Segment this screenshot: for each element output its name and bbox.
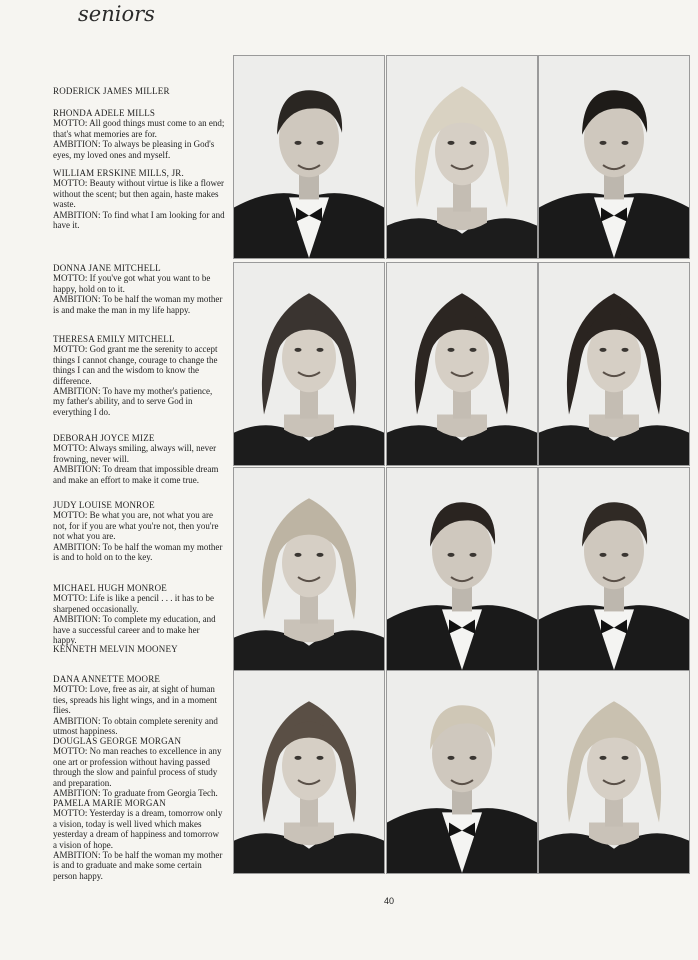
senior-motto: MOTTO: God grant me the serenity to accept things I cannot change, courage to change the things I can and the wisdom to know the difference.: [53, 344, 218, 386]
senior-motto: MOTTO: Love, free as air, at sight of human ties, spreads his light wings, and in a moment flies.: [53, 684, 217, 716]
senior-name: DONNA JANE MITCHELL: [53, 263, 161, 273]
senior-portrait-photo: [233, 262, 385, 466]
senior-ambition: AMBITION: To find what I am looking for and have it.: [53, 209, 225, 231]
senior-portrait-photo: [538, 55, 690, 259]
senior-portrait-photo: [233, 55, 385, 259]
senior-motto: MOTTO: If you've got what you want to be happy, hold on to it.: [53, 273, 211, 294]
senior-ambition: AMBITION: To be half the woman my mother is and to graduate and make some certain person happy.: [53, 850, 223, 881]
senior-name: RODERICK JAMES MILLER: [53, 86, 170, 96]
senior-name: MICHAEL HUGH MONROE: [53, 583, 167, 593]
senior-entry: [53, 433, 225, 485]
senior-ambition: AMBITION: To complete my education, and have a successful career and to make her happy.: [53, 614, 216, 646]
senior-entry: [53, 86, 225, 96]
senior-motto: MOTTO: Be what you are, not what you are not, for if you are what you're not, then you're not what you are.: [53, 510, 219, 542]
senior-portrait-photo: [386, 467, 538, 671]
senior-entry: [53, 583, 225, 645]
senior-portrait-photo: [386, 670, 538, 874]
senior-name: DOUGLAS GEORGE MORGAN: [53, 736, 182, 746]
senior-entry: [53, 736, 225, 798]
senior-name: RHONDA ADELE MILLS: [53, 108, 156, 118]
senior-portrait-photo: [538, 467, 690, 671]
senior-portrait-photo: [233, 670, 385, 874]
senior-motto: MOTTO: Life is like a pencil . . . it has to be sharpened occasionally.: [53, 593, 215, 614]
senior-ambition: AMBITION: To have my mother's patience, my father's ability, and to serve God in everything I do.: [53, 386, 213, 417]
senior-entry: [53, 108, 225, 160]
senior-portrait-photo: [538, 262, 690, 466]
senior-entry: [53, 674, 225, 736]
page-number: 40: [384, 896, 395, 906]
senior-ambition: AMBITION: To be half the woman my mother is and to hold on to the key.: [53, 541, 223, 563]
senior-entry: [53, 263, 225, 315]
section-title: seniors: [78, 2, 155, 26]
senior-name: PAMELA MARIE MORGAN: [53, 798, 166, 808]
senior-entry: [53, 334, 225, 417]
senior-motto: MOTTO: Always smiling, always will, never frowning, never will.: [53, 443, 217, 464]
senior-motto: MOTTO: Yesterday is a dream, tomorrow only a vision, today is well lived which makes yesterday a dream of happiness and tomorrow a vision of hope.: [53, 808, 223, 850]
senior-ambition: AMBITION: To dream that impossible dream and make an effort to make it come true.: [53, 464, 219, 485]
senior-entry: [53, 798, 225, 881]
senior-entry: [53, 644, 225, 654]
senior-ambition: AMBITION: To always be pleasing in God's eyes, my loved ones and myself.: [53, 139, 215, 160]
senior-ambition: AMBITION: To be half the woman my mother is and make the man in my life happy.: [53, 294, 223, 315]
senior-name: DEBORAH JOYCE MIZE: [53, 433, 155, 443]
senior-entry: [53, 168, 225, 230]
senior-name: DANA ANNETTE MOORE: [53, 674, 161, 684]
senior-name: THERESA EMILY MITCHELL: [53, 334, 175, 344]
senior-name: KENNETH MELVIN MOONEY: [53, 644, 178, 654]
senior-entry: [53, 500, 225, 562]
senior-portrait-photo: [233, 467, 385, 671]
senior-motto: MOTTO: Beauty without virtue is like a flower without the scent; but then again, haste makes waste.: [53, 178, 225, 210]
senior-name: JUDY LOUISE MONROE: [53, 500, 155, 510]
senior-motto: MOTTO: All good things must come to an end; that's what memories are for.: [53, 118, 225, 139]
senior-portrait-photo: [386, 262, 538, 466]
senior-portrait-photo: [538, 670, 690, 874]
senior-portrait-photo: [386, 55, 538, 259]
senior-ambition: AMBITION: To graduate from Georgia Tech.: [53, 788, 218, 799]
senior-name: WILLIAM ERSKINE MILLS, JR.: [53, 168, 184, 178]
senior-motto: MOTTO: No man reaches to excellence in any one art or profession without having passed through the slow and painful process of study and preparation.: [53, 746, 222, 788]
senior-ambition: AMBITION: To obtain complete serenity and utmost happiness.: [53, 715, 218, 737]
